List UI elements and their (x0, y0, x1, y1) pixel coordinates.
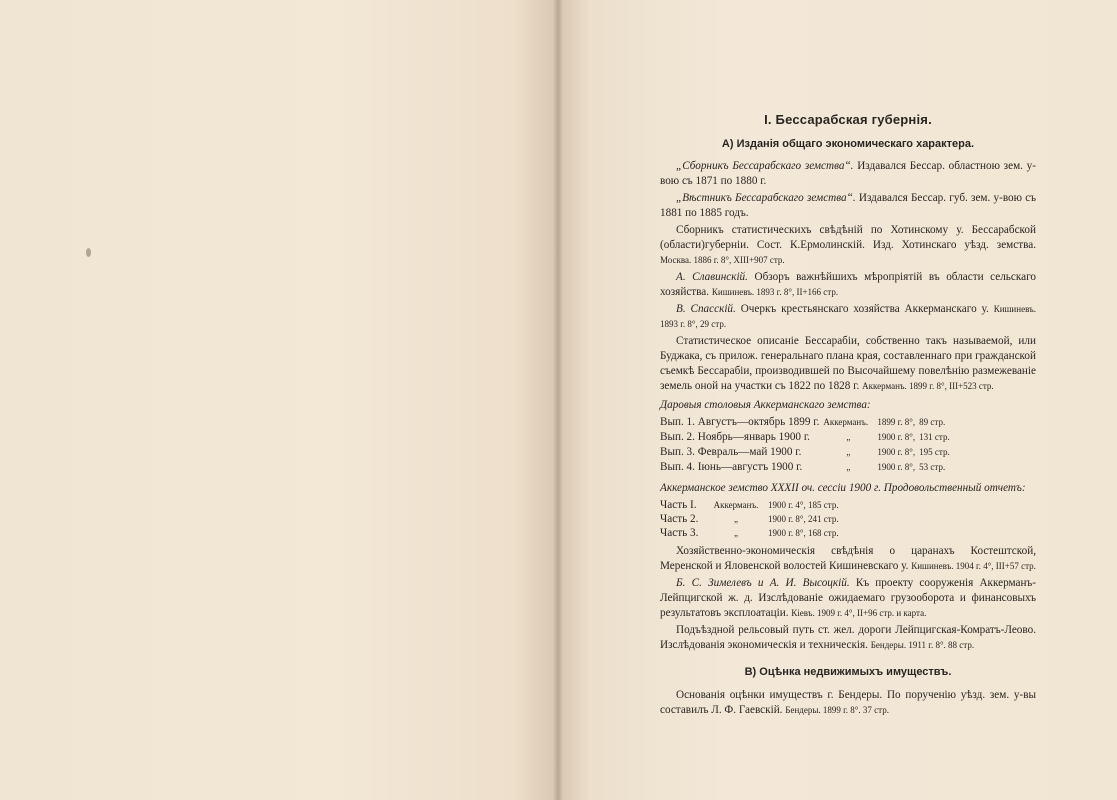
entry-imprint: Кишиневъ. 1893 г. 8°, II+166 стр. (711, 287, 839, 297)
entry-author: „Вѣстникъ Бессарабскаго земства“. (676, 192, 856, 204)
entry-imprint: Аккерманъ. 1899 г. 8°, III+523 стр. (862, 381, 994, 391)
page-title: I. Бессарабская губернія. (764, 112, 932, 127)
section-b-heading: В) Оцѣнка недвижимыхъ имуществъ. (744, 666, 952, 678)
entry-text: Сборникъ статистическихъ свѣдѣній по Хотинскому у. Бессарабской (области)губерніи. Сост. К.Ермолинскій. Изд. Хотинскаго уѣзд. земства. (660, 224, 1036, 251)
bibliography-entry (660, 544, 1036, 574)
volume-place: „ (846, 447, 851, 457)
entry-text: Обзоръ важнѣйшихъ мѣропріятій въ области сельскаго хозяйства. (660, 271, 1036, 298)
volume-year: 1900 г. 8°, (877, 462, 916, 472)
entry-imprint: Бендеры. 1911 г. 8°. 88 стр. (870, 640, 975, 650)
bibliography-entry (660, 623, 1036, 653)
entry-imprint: Кіевъ. 1909 г. 4°, II+96 стр. и карта. (791, 608, 927, 618)
section-a-heading: А) Изданія общаго экономическаго характера. (721, 138, 975, 150)
left-page-blank (0, 0, 558, 800)
volume-row (660, 430, 954, 445)
volume-pages: 53 стр. (919, 462, 946, 472)
volume-year: 1899 г. 8°, (877, 417, 916, 427)
entry-text: Издавался Бессар. областною зем. у-вою съ 1871 по 1880 г. (660, 160, 1036, 187)
entry-author: А. Славинскій. (676, 271, 748, 283)
entry-text: Издавался Бессар. губ. зем. у-вою съ 1881 по 1885 годъ. (660, 192, 1036, 219)
volumes-table (660, 415, 954, 475)
volume-year: 1900 г. 8°, (877, 447, 916, 457)
volume-row (660, 415, 954, 430)
bibliography-entry (660, 688, 1036, 718)
entry-text: Очеркъ крестьянскаго хозяйства Аккерманскаго у. (735, 303, 994, 315)
page-text (660, 112, 1036, 720)
part-label: Часть 3. (660, 527, 699, 539)
volume-row (660, 445, 954, 460)
entry-text: Хозяйственно-экономическія свѣдѣнія о царанахъ Костештской, Меренской и Яловенской волостей Кишиневскаго у. (660, 545, 1036, 572)
entry-imprint: Кишиневъ. 1893 г. 8°, 29 стр. (660, 304, 1036, 329)
entry-text: Статистическое описаніе Бессарабіи, собственно такъ называемой, или Буджака, съ прилож. генеральнаго плана края, составленнаго при гражданской съемкѣ Бессарабіи, производившей по Высочайшему повелѣнію размежеваніе земель оной на участки съ 1822 по 1828 г. (660, 335, 1036, 392)
volume-label: Вып. 2. Ноябрь—январь 1900 г. (660, 431, 810, 443)
volume-pages: 89 стр. (919, 417, 946, 427)
bibliography-entry (660, 576, 1036, 621)
part-place: „ (734, 514, 738, 524)
bibliography-entry (660, 334, 1036, 394)
entry-author: В. Спасскій. (676, 303, 736, 315)
volume-place: Аккерманъ. (823, 417, 869, 427)
part-row (660, 512, 843, 526)
entry-imprint: Москва. 1886 г. 8°, XIII+907 стр. (660, 255, 785, 265)
bibliography-entry (660, 159, 1036, 189)
entry-author: „Сборникъ Бессарабскаго земства“. (676, 160, 854, 172)
part-row (660, 526, 843, 540)
volume-place: „ (846, 432, 851, 442)
part-details: 1900 г. 8°, 168 стр. (768, 528, 839, 538)
entry-author: Б. С. Зимелевъ и А. И. Высоцкій. (676, 577, 850, 589)
volume-place: „ (846, 462, 851, 472)
part-label: Часть 2. (660, 513, 699, 525)
volume-row (660, 460, 954, 475)
volume-label: Вып. 1. Августъ—октябрь 1899 г. (660, 416, 820, 428)
entry-text: Подъѣздной рельсовый путь ст. жел. дороги Лейпцигская-Комратъ-Леово. Изслѣдованія экономическія и техническія. (660, 624, 1036, 651)
volume-year: 1900 г. 8°, (877, 432, 916, 442)
entry-imprint: Кишиневъ. 1904 г. 4°, III+57 стр. (911, 561, 1036, 571)
part-details: 1900 г. 8°, 241 стр. (768, 514, 839, 524)
entry-text: Къ проекту сооруженія Аккерманъ-Лейпцигской ж. д. Изслѣдованіе ожидаемаго грузооборота и финансовыхъ результатовъ эксплоатаціи. (660, 577, 1036, 619)
part-place: Аккерманъ. (713, 500, 759, 510)
bibliography-entry (660, 223, 1036, 268)
volume-label: Вып. 4. Іюнь—августъ 1900 г. (660, 461, 803, 473)
entry-text: Основанія оцѣнки имуществъ г. Бендеры. По порученію уѣзд. зем. у-вы составилъ Л. Ф. Гаевскій. (660, 689, 1036, 716)
bibliography-entry (660, 191, 1036, 221)
part-row (660, 498, 843, 512)
bibliography-entry (660, 302, 1036, 332)
bibliography-entry (660, 270, 1036, 300)
volume-label: Вып. 3. Февраль—май 1900 г. (660, 446, 802, 458)
volume-pages: 131 стр. (919, 432, 950, 442)
volume-pages: 195 стр. (919, 447, 950, 457)
part-details: 1900 г. 4°, 185 стр. (768, 500, 839, 510)
session-heading: Аккерманское земство XXXII оч. сессіи 1900 г. Продовольственный отчетъ: (660, 482, 1026, 494)
book-gutter (553, 0, 563, 800)
part-label: Часть І. (660, 499, 697, 511)
parts-table (660, 498, 843, 540)
part-place: „ (734, 528, 738, 538)
entry-imprint: Бендеры. 1899 г. 8°. 37 стр. (785, 705, 889, 715)
volumes-heading: Даровыя столовыя Аккерманскаго земства: (660, 399, 871, 411)
paper-blemish (86, 248, 91, 257)
